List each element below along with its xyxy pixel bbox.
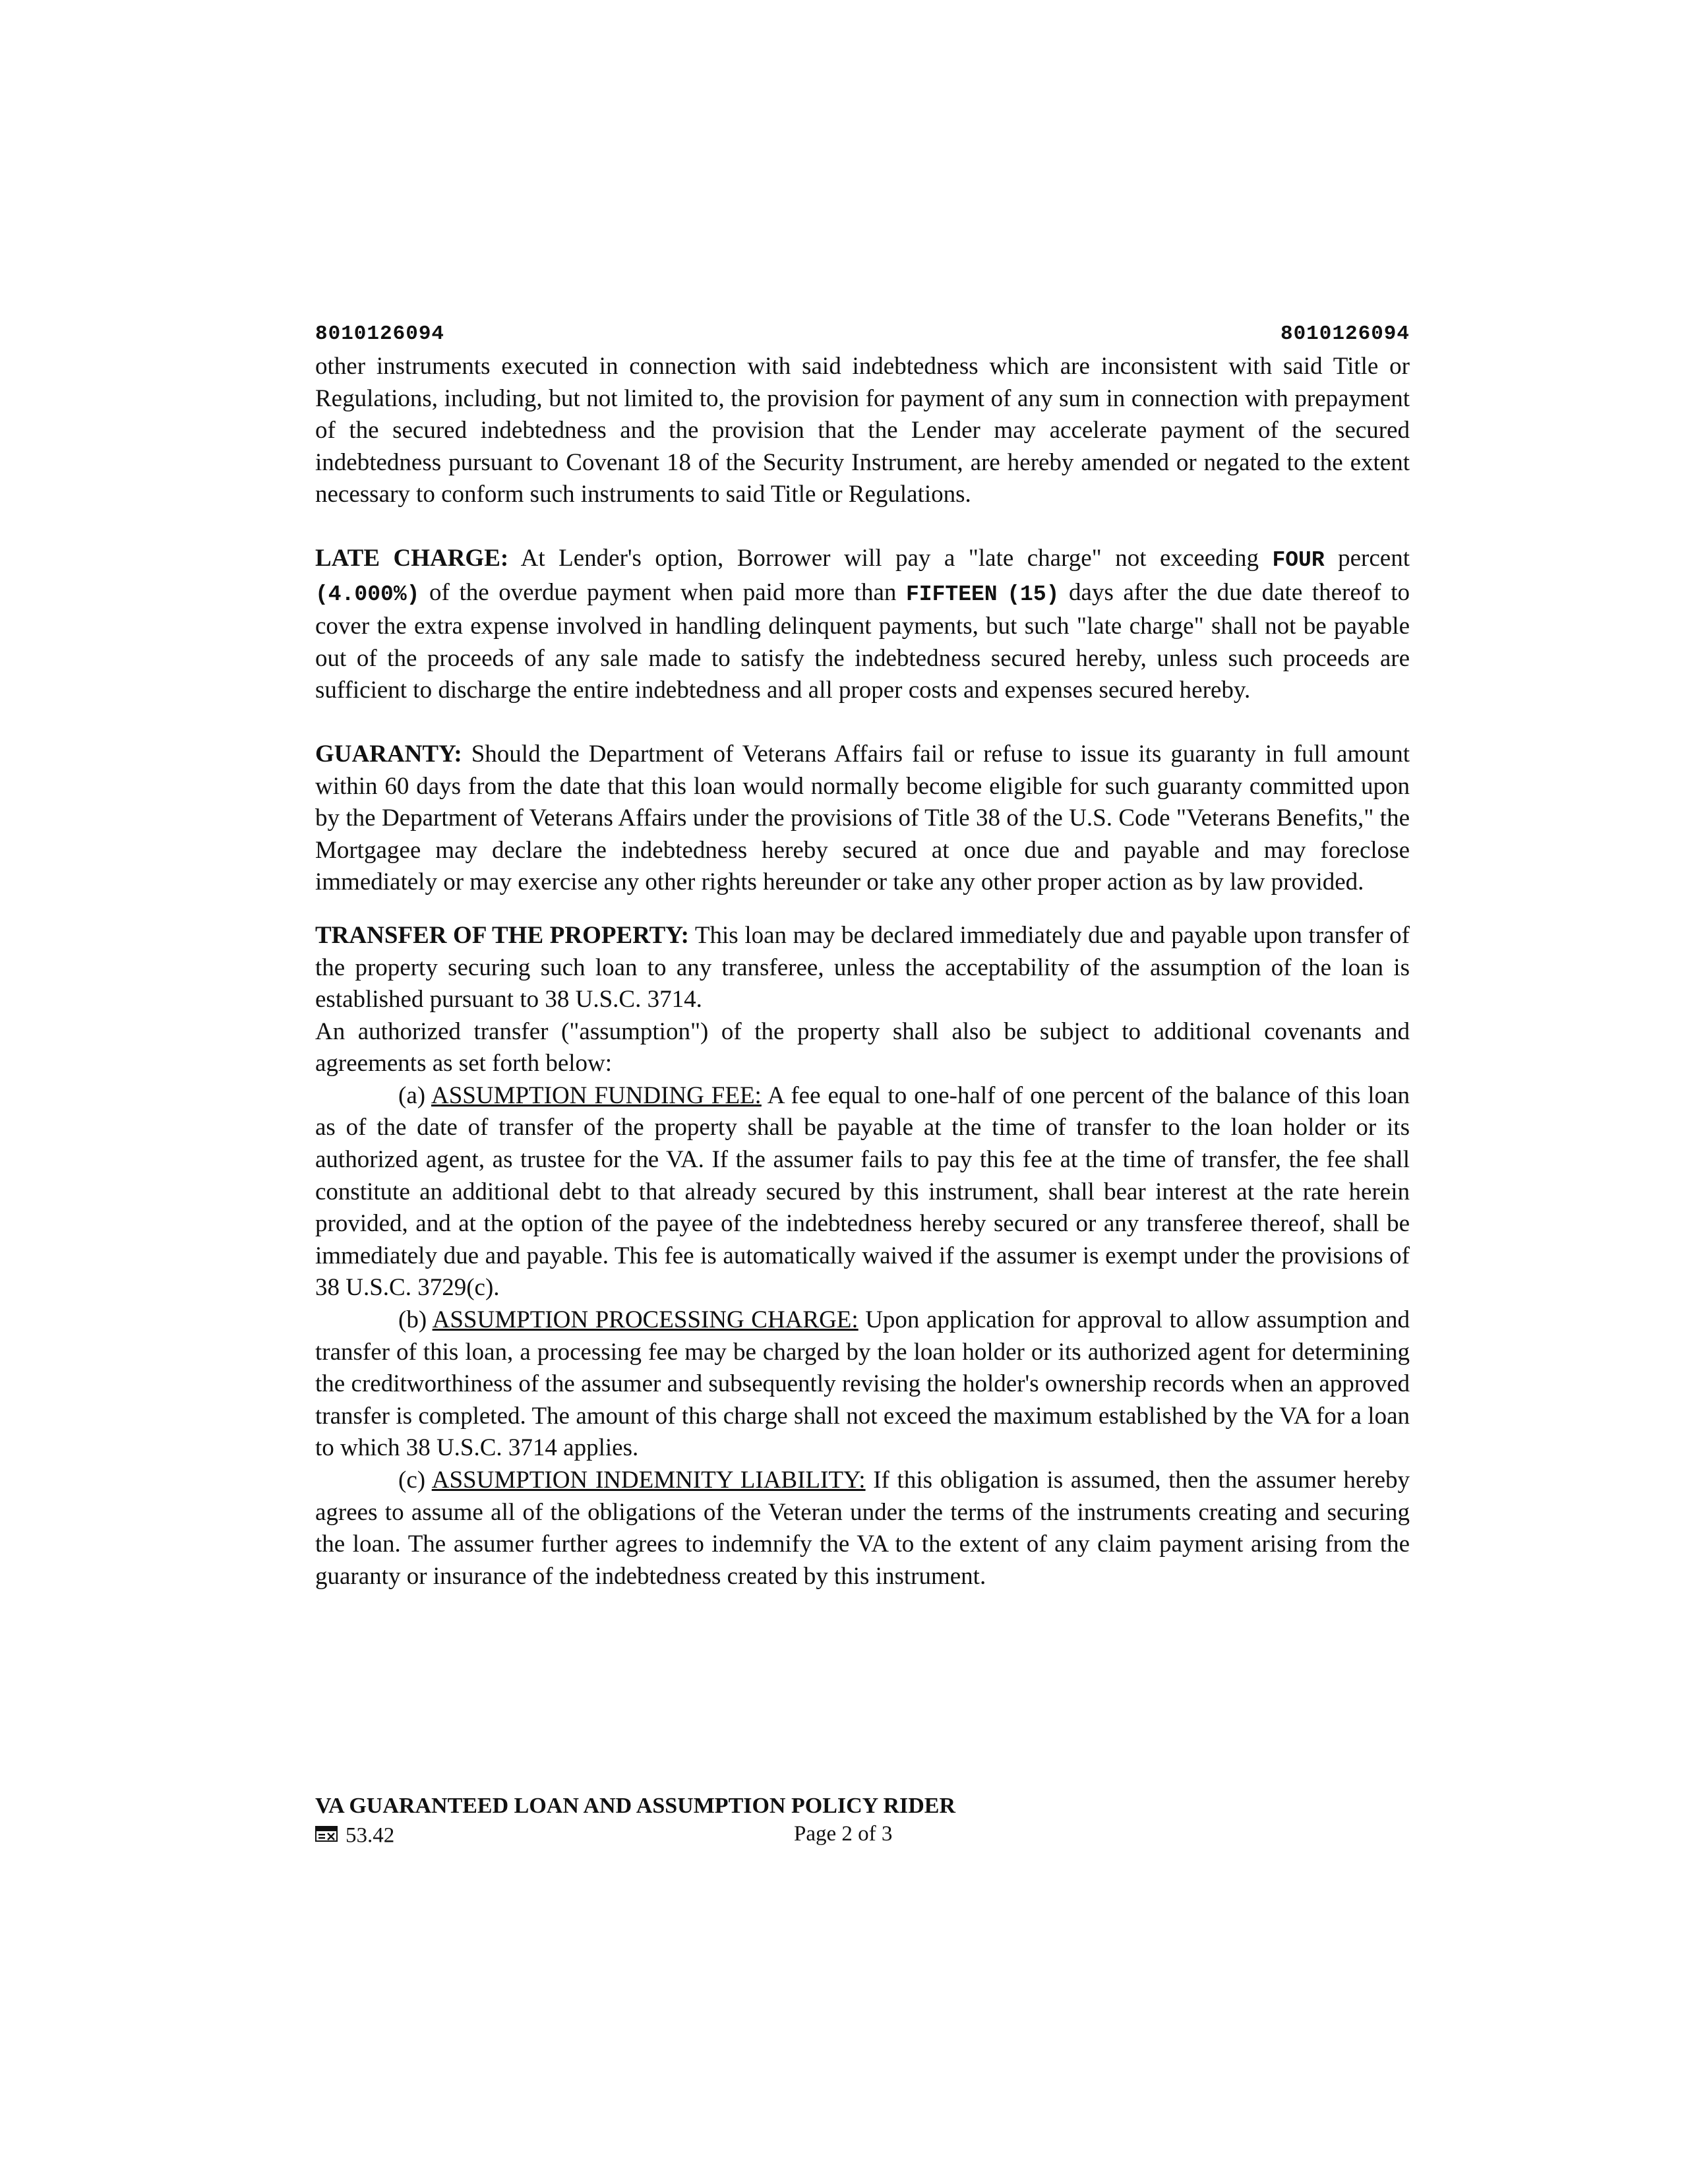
item-text: If this obligation is assumed, then the assumer hereby agrees to assume all of the obligations of the Veteran under the terms of the instruments creating and securing the loan. The assumer further agrees to indemnify the VA to the extent of any claim payment arising from the guaranty or insurance of the indebtedness created by this instrument. [315, 1467, 1410, 1590]
page-number: Page 2 of 3 [794, 1822, 893, 1846]
guaranty-heading: GUARANTY: [315, 740, 462, 768]
item-prefix: (b) [398, 1306, 433, 1334]
form-number: 53.42 [346, 1823, 395, 1848]
late-charge-percent-value: (4.000%) [315, 582, 420, 607]
guaranty-text: Should the Department of Veterans Affairs fail or refuse to issue its guaranty in full amount within 60 days from the date that this loan would normally become eligible for such guaranty committed upon by the Department of Veterans Affairs under the provisions of Title 38 of the U.S. Code "Veterans Benefits," the Mortgagee may declare the indebtedness hereby secured at once due and payable and may foreclose immediately or may exercise any other rights hereunder or take any other proper action as by law provided. [315, 740, 1410, 896]
authorized-transfer-paragraph: An authorized transfer ("assumption") of the property shall also be subject to additional covenants and agreements as set forth below: [315, 1017, 1410, 1077]
transfer-heading: TRANSFER OF THE PROPERTY: [315, 921, 689, 949]
late-charge-text-5: days after the due date thereof to cover the extra expense involved in handling delinquent payments, but such "late charge" shall not be payable out of the proceeds of any sale made to satisfy the indebtedness secured hereby, unless such proceeds are sufficient to discharge the entire indebtedness and all proper costs and expenses secured hereby. [315, 578, 1410, 704]
intro-paragraph: other instruments executed in connection with said indebtedness which are inconsistent with said Title or Regulations, including, but not limited to, the provision for payment of any sum in connection with prepayment of the secured indebtedness and the provision that the Lender may accelerate payment of the secured indebtedness pursuant to Covenant 18 of the Security Instrument, are hereby amended or negated to the extent necessary to conform such instruments to said Title or Regulations. [315, 353, 1410, 508]
item-title: ASSUMPTION FUNDING FEE: [431, 1081, 762, 1109]
item-text: A fee equal to one-half of one percent of the balance of this loan as of the date of transfer of the property shall be payable at the time of transfer to the loan holder or its authorized agent, as trustee for the VA. If the assumer fails to pay this fee at the time of transfer, the fee shall constitute an additional debt to that already secured by this instrument, shall bear interest at the rate herein provided, and at the option of the payee of the indebtedness hereby secured or any transferee thereof, shall be immediately due and payable. This fee is automatically waived if the assumer is exempt under the provisions of 38 U.S.C. 3729(c). [315, 1081, 1410, 1302]
form-software-logo-icon [315, 1826, 338, 1842]
rider-title: VA GUARANTEED LOAN AND ASSUMPTION POLICY RIDER [315, 1794, 956, 1818]
assumption-indemnity-liability-paragraph [315, 1465, 1410, 1592]
footer-row [315, 1820, 1410, 1848]
loan-number-left: 8010126094 [315, 322, 445, 346]
document-page [315, 318, 1410, 1592]
item-title: ASSUMPTION PROCESSING CHARGE: [432, 1306, 859, 1334]
late-charge-days-value: (15) [1007, 582, 1060, 607]
late-charge-heading: LATE CHARGE: [315, 544, 509, 572]
late-charge-paragraph [315, 543, 1410, 707]
document-body [315, 351, 1410, 1592]
late-charge-days-words: FIFTEEN [905, 582, 998, 607]
transfer-paragraph [315, 920, 1410, 1016]
late-charge-percent-words: FOUR [1272, 547, 1325, 572]
guaranty-paragraph [315, 739, 1410, 899]
assumption-processing-charge-paragraph [315, 1304, 1410, 1465]
loan-number-header [315, 318, 1410, 351]
loan-number-right: 8010126094 [1280, 322, 1410, 346]
item-prefix: (a) [398, 1081, 431, 1109]
item-text: Upon application for approval to allow assumption and transfer of this loan, a processing fee may be charged by the loan holder or its authorized agent for determining the creditworthiness of the assumer and subsequently revising the holder's ownership records when an approved transfer is completed. The amount of this charge shall not exceed the maximum established by the VA for a loan to which 38 U.S.C. 3714 applies. [315, 1306, 1410, 1462]
item-title: ASSUMPTION INDEMNITY LIABILITY: [431, 1467, 866, 1494]
late-charge-text-4 [998, 579, 1008, 606]
assumption-funding-fee-paragraph [315, 1080, 1410, 1304]
document-footer [315, 1792, 1410, 1848]
transfer-text: This loan may be declared immediately due and payable upon transfer of the property securing such loan to any transferee, unless the acceptability of the assumption of the loan is established pursuant to 38 U.S.C. 3714. [315, 921, 1410, 1014]
late-charge-text-3: of the overdue payment when paid more than [419, 578, 906, 606]
late-charge-text-1: At Lender's option, Borrower will pay a "late charge" not exceeding [508, 544, 1273, 572]
late-charge-text-2: percent [1324, 544, 1410, 572]
item-prefix: (c) [398, 1467, 432, 1494]
